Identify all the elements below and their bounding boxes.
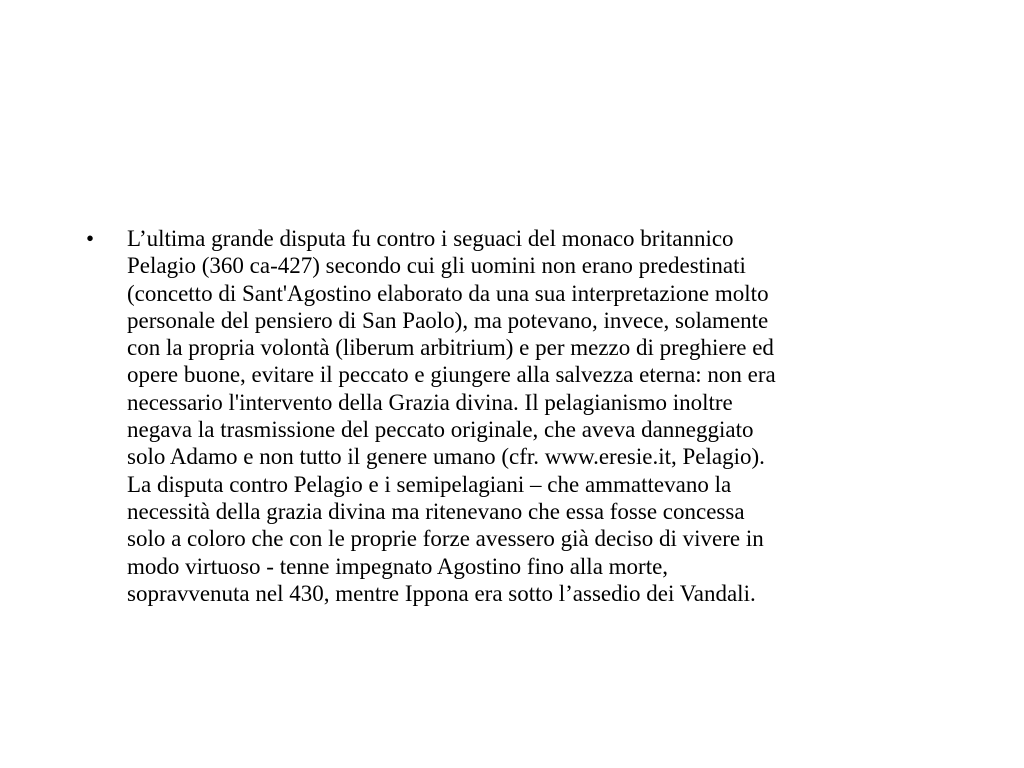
text-line: L’ultima grande disputa fu contro i seguaci del monaco britannico bbox=[127, 226, 734, 251]
text-line: solo a coloro che con le proprie forze avessero già deciso di vivere in bbox=[127, 526, 764, 552]
text-line: sopravvenuta nel 430, mentre Ippona era sotto l’assedio dei Vandali. bbox=[127, 580, 756, 606]
text-line: Pelagio (360 ca-427) secondo cui gli uomini non erano predestinati bbox=[127, 253, 746, 279]
text-line: con la propria volontà (liberum arbitrium) e per mezzo di preghiere ed bbox=[127, 335, 774, 361]
text-line: solo Adamo e non tutto il genere umano (cfr. www.eresie.it, Pelagio). bbox=[127, 444, 765, 470]
text-line: (concetto di Sant'Agostino elaborato da una sua interpretazione molto bbox=[127, 280, 769, 306]
paragraph-text bbox=[127, 225, 966, 607]
text-line: La disputa contro Pelagio e i semipelagiani – che ammattevano la bbox=[127, 471, 732, 497]
text-line: necessità della grazia divina ma ritenevano che essa fosse concessa bbox=[127, 498, 745, 524]
text-line: necessario l'intervento della Grazia divina. Il pelagianismo inoltre bbox=[127, 389, 733, 415]
text-line: personale del pensiero di San Paolo), ma potevano, invece, solamente bbox=[127, 307, 769, 333]
text-line: opere buone, evitare il peccato e giungere alla salvezza eterna: non era bbox=[127, 362, 776, 388]
text-line: negava la trasmissione del peccato originale, che aveva danneggiato bbox=[127, 417, 754, 443]
bullet-list bbox=[86, 225, 966, 607]
text-line: modo virtuoso - tenne impegnato Agostino fino alla morte, bbox=[127, 553, 669, 579]
bullet-point-icon: • bbox=[86, 226, 95, 251]
bullet-item bbox=[86, 225, 966, 607]
